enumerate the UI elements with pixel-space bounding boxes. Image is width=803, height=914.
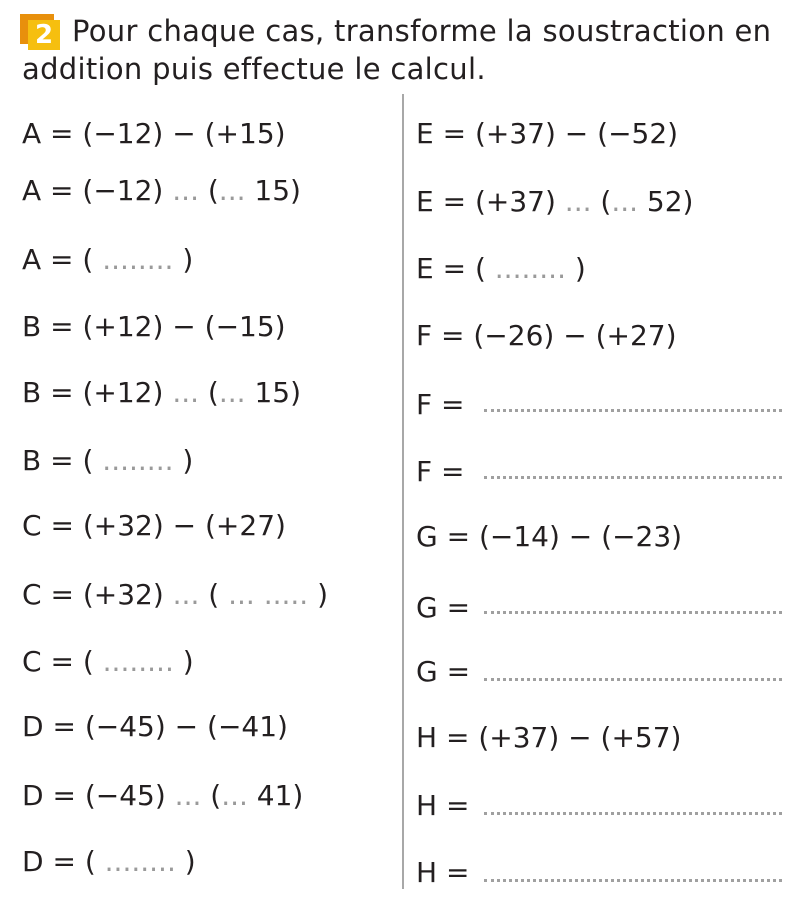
equation-text: ( — [198, 174, 219, 207]
answer-dotted-line[interactable] — [484, 812, 782, 815]
equation-text: ) — [308, 578, 329, 611]
answer-dotted-line[interactable] — [484, 678, 782, 681]
equation-text: ) — [173, 444, 194, 477]
answer-blank[interactable]: ... — [611, 185, 639, 218]
equation-text: E = ( — [416, 252, 495, 285]
equation-text: 15) — [245, 174, 301, 207]
instruction-line-1: Pour chaque cas, transforme la soustraction en — [72, 14, 772, 48]
equation-text: D = ( — [22, 845, 105, 878]
left-equation-line — [22, 310, 286, 344]
equation-text: E = (+37) − (−52) — [416, 117, 679, 150]
left-equation-line — [22, 779, 303, 813]
equation-text: G = — [416, 655, 471, 688]
equation-text: H = — [416, 856, 470, 889]
answer-dotted-line[interactable] — [484, 611, 782, 614]
right-equation-line — [416, 789, 469, 823]
instruction-line-2: addition puis effectue le calcul. — [22, 52, 486, 86]
left-equation-line — [22, 645, 194, 679]
answer-blank[interactable]: ... — [172, 174, 199, 207]
right-equation-line — [416, 856, 469, 890]
left-equation-line — [22, 117, 286, 151]
equation-text: H = — [416, 789, 470, 822]
column-divider — [402, 94, 404, 889]
equation-text: 52) — [638, 185, 694, 218]
answer-blank[interactable]: ........ — [102, 444, 174, 477]
equation-text: 41) — [247, 779, 304, 812]
equation-text: ( — [199, 578, 229, 611]
equation-text: ) — [173, 243, 194, 276]
equation-text: B = ( — [22, 444, 103, 477]
right-equation-line — [416, 117, 678, 151]
answer-dotted-line[interactable] — [484, 476, 782, 479]
equation-text: 15) — [245, 376, 301, 409]
right-equation-line — [416, 319, 677, 353]
left-equation-line — [22, 376, 301, 410]
equation-text: A = (−12) − (+15) — [22, 117, 286, 150]
equation-text: F = — [416, 388, 465, 421]
left-equation-line — [22, 444, 193, 478]
right-equation-line — [416, 591, 470, 625]
answer-dotted-line[interactable] — [484, 409, 782, 412]
equation-text: D = (−45) — [22, 779, 175, 812]
equation-text: F = — [416, 455, 465, 488]
answer-blank[interactable]: ........ — [102, 243, 174, 276]
equation-text: D = (−45) − (−41) — [22, 710, 288, 743]
equation-text: E = (+37) — [416, 185, 565, 218]
equation-text: A = ( — [22, 243, 103, 276]
left-equation-line — [22, 509, 286, 543]
answer-blank[interactable]: ... — [218, 376, 246, 409]
left-equation-line — [22, 243, 193, 277]
equation-text: ) — [173, 645, 194, 678]
answer-blank[interactable]: ... — [172, 376, 200, 409]
right-equation-line — [416, 721, 681, 755]
equation-text: ( — [201, 779, 222, 812]
left-equation-line — [22, 710, 288, 744]
right-equation-line — [416, 520, 682, 554]
right-equation-line — [416, 185, 693, 219]
left-equation-line — [22, 578, 328, 612]
answer-dotted-line[interactable] — [484, 879, 782, 882]
equation-text: A = (−12) — [22, 174, 173, 207]
answer-blank[interactable]: ... ..... — [228, 578, 309, 611]
answer-blank[interactable]: ... — [221, 779, 248, 812]
right-equation-line — [416, 252, 586, 286]
equation-text: G = — [416, 591, 471, 624]
answer-blank[interactable]: ........ — [104, 845, 176, 878]
equation-text: C = ( — [22, 645, 103, 678]
equation-text: ) — [565, 252, 586, 285]
equation-text: G = (−14) − (−23) — [416, 520, 683, 553]
right-equation-line — [416, 455, 464, 489]
answer-blank[interactable]: ... — [218, 174, 246, 207]
answer-blank[interactable]: ........ — [102, 645, 174, 678]
equation-text: ( — [199, 376, 219, 409]
answer-blank[interactable]: ... — [564, 185, 592, 218]
left-equation-line — [22, 845, 196, 879]
left-equation-line — [22, 174, 301, 208]
right-equation-line — [416, 388, 464, 422]
exercise-instruction — [22, 12, 797, 88]
answer-blank[interactable]: ... — [172, 578, 200, 611]
answer-blank[interactable]: ........ — [494, 252, 566, 285]
equation-text: ( — [591, 185, 612, 218]
equation-text: C = (+32) − (+27) — [22, 509, 286, 542]
exercise-number: 2 — [28, 20, 60, 50]
answer-blank[interactable]: ... — [174, 779, 202, 812]
equation-text: ) — [175, 845, 196, 878]
equation-text: B = (+12) − (−15) — [22, 310, 286, 343]
equation-text: B = (+12) — [22, 376, 173, 409]
equation-text: F = (−26) − (+27) — [416, 319, 677, 352]
right-equation-line — [416, 655, 470, 689]
equation-text: H = (+37) − (+57) — [416, 721, 682, 754]
equation-text: C = (+32) — [22, 578, 173, 611]
